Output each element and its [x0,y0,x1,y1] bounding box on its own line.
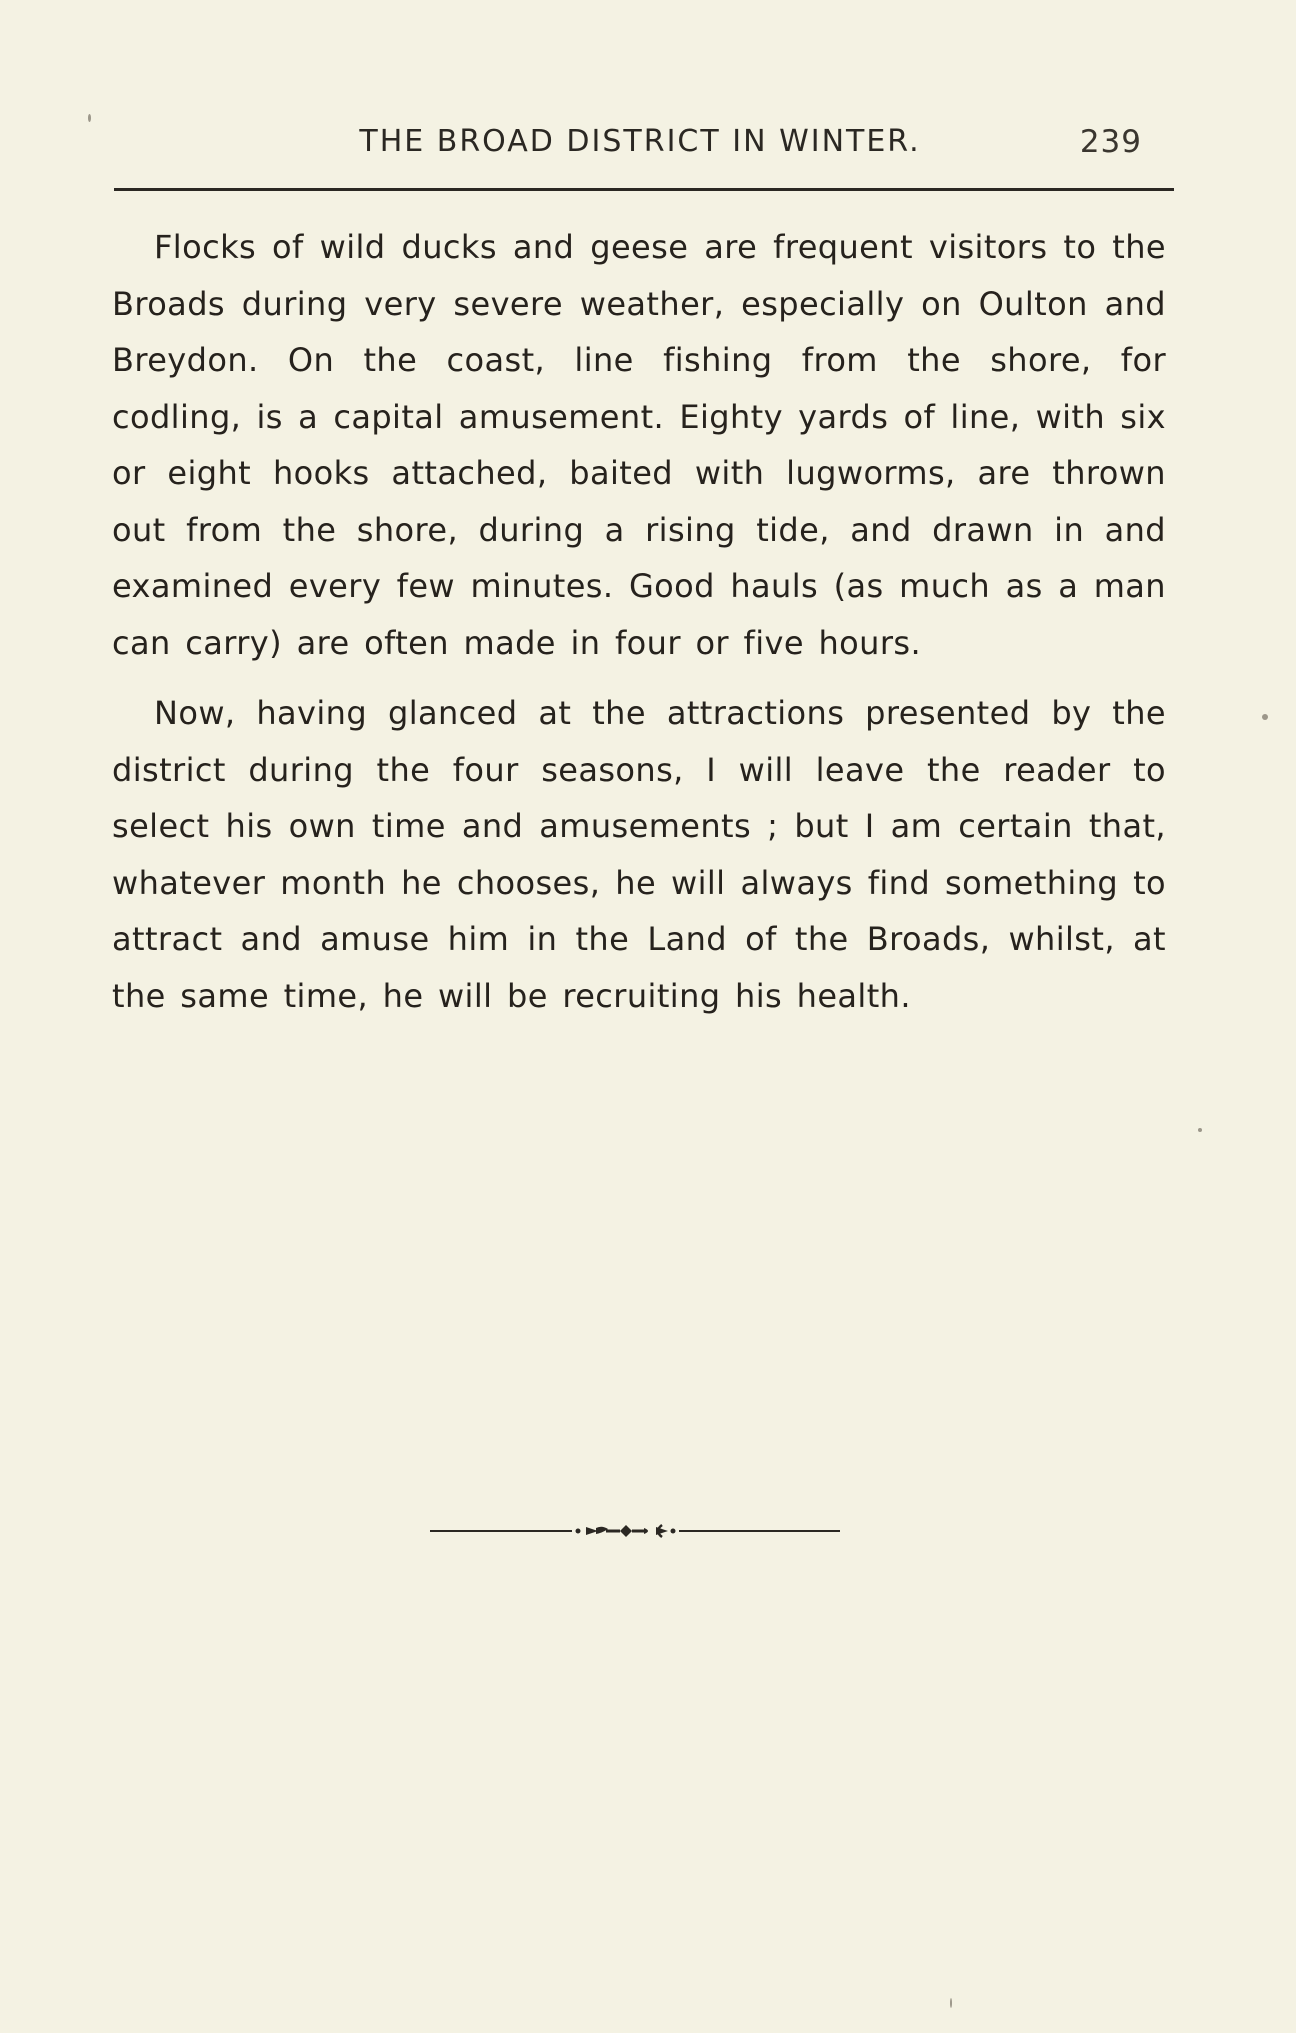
page-number: 239 [1079,124,1142,160]
running-head [110,124,1170,172]
paragraph-2: Now, having glanced at the attractions presented by the district during the four seasons, I will leave the reader to select his own time and amusements ; but I am certain that, whatever month he chooses, he will always find something to attract and amuse him in the Land of the Broads, whilst, at the same time, he will be recruiting his health. [112,694,1166,1015]
paper-speck [1198,1128,1202,1132]
paragraph-1: Flocks of wild ducks and geese are frequent visitors to the Broads during very severe weather, especially on Oulton and Breydon. On the coast, line fishing from the shore, for codling, is a capital amusement. Eighty yards of line, with six or eight hooks attached, baited with lugworms, are thrown out from the shore, during a rising tide, and drawn in and examined every few minutes. Good hauls (as much as a man can carry) are often made in four or five hours. [112,228,1166,662]
running-title: THE BROAD DISTRICT IN WINTER. [359,124,921,159]
paper-speck [950,1998,952,2008]
body-text [112,219,1166,1024]
paper-speck [1262,714,1268,720]
tailpiece-ornament-icon [430,1521,840,1541]
paper-speck [88,114,91,122]
header-rule [114,188,1174,191]
